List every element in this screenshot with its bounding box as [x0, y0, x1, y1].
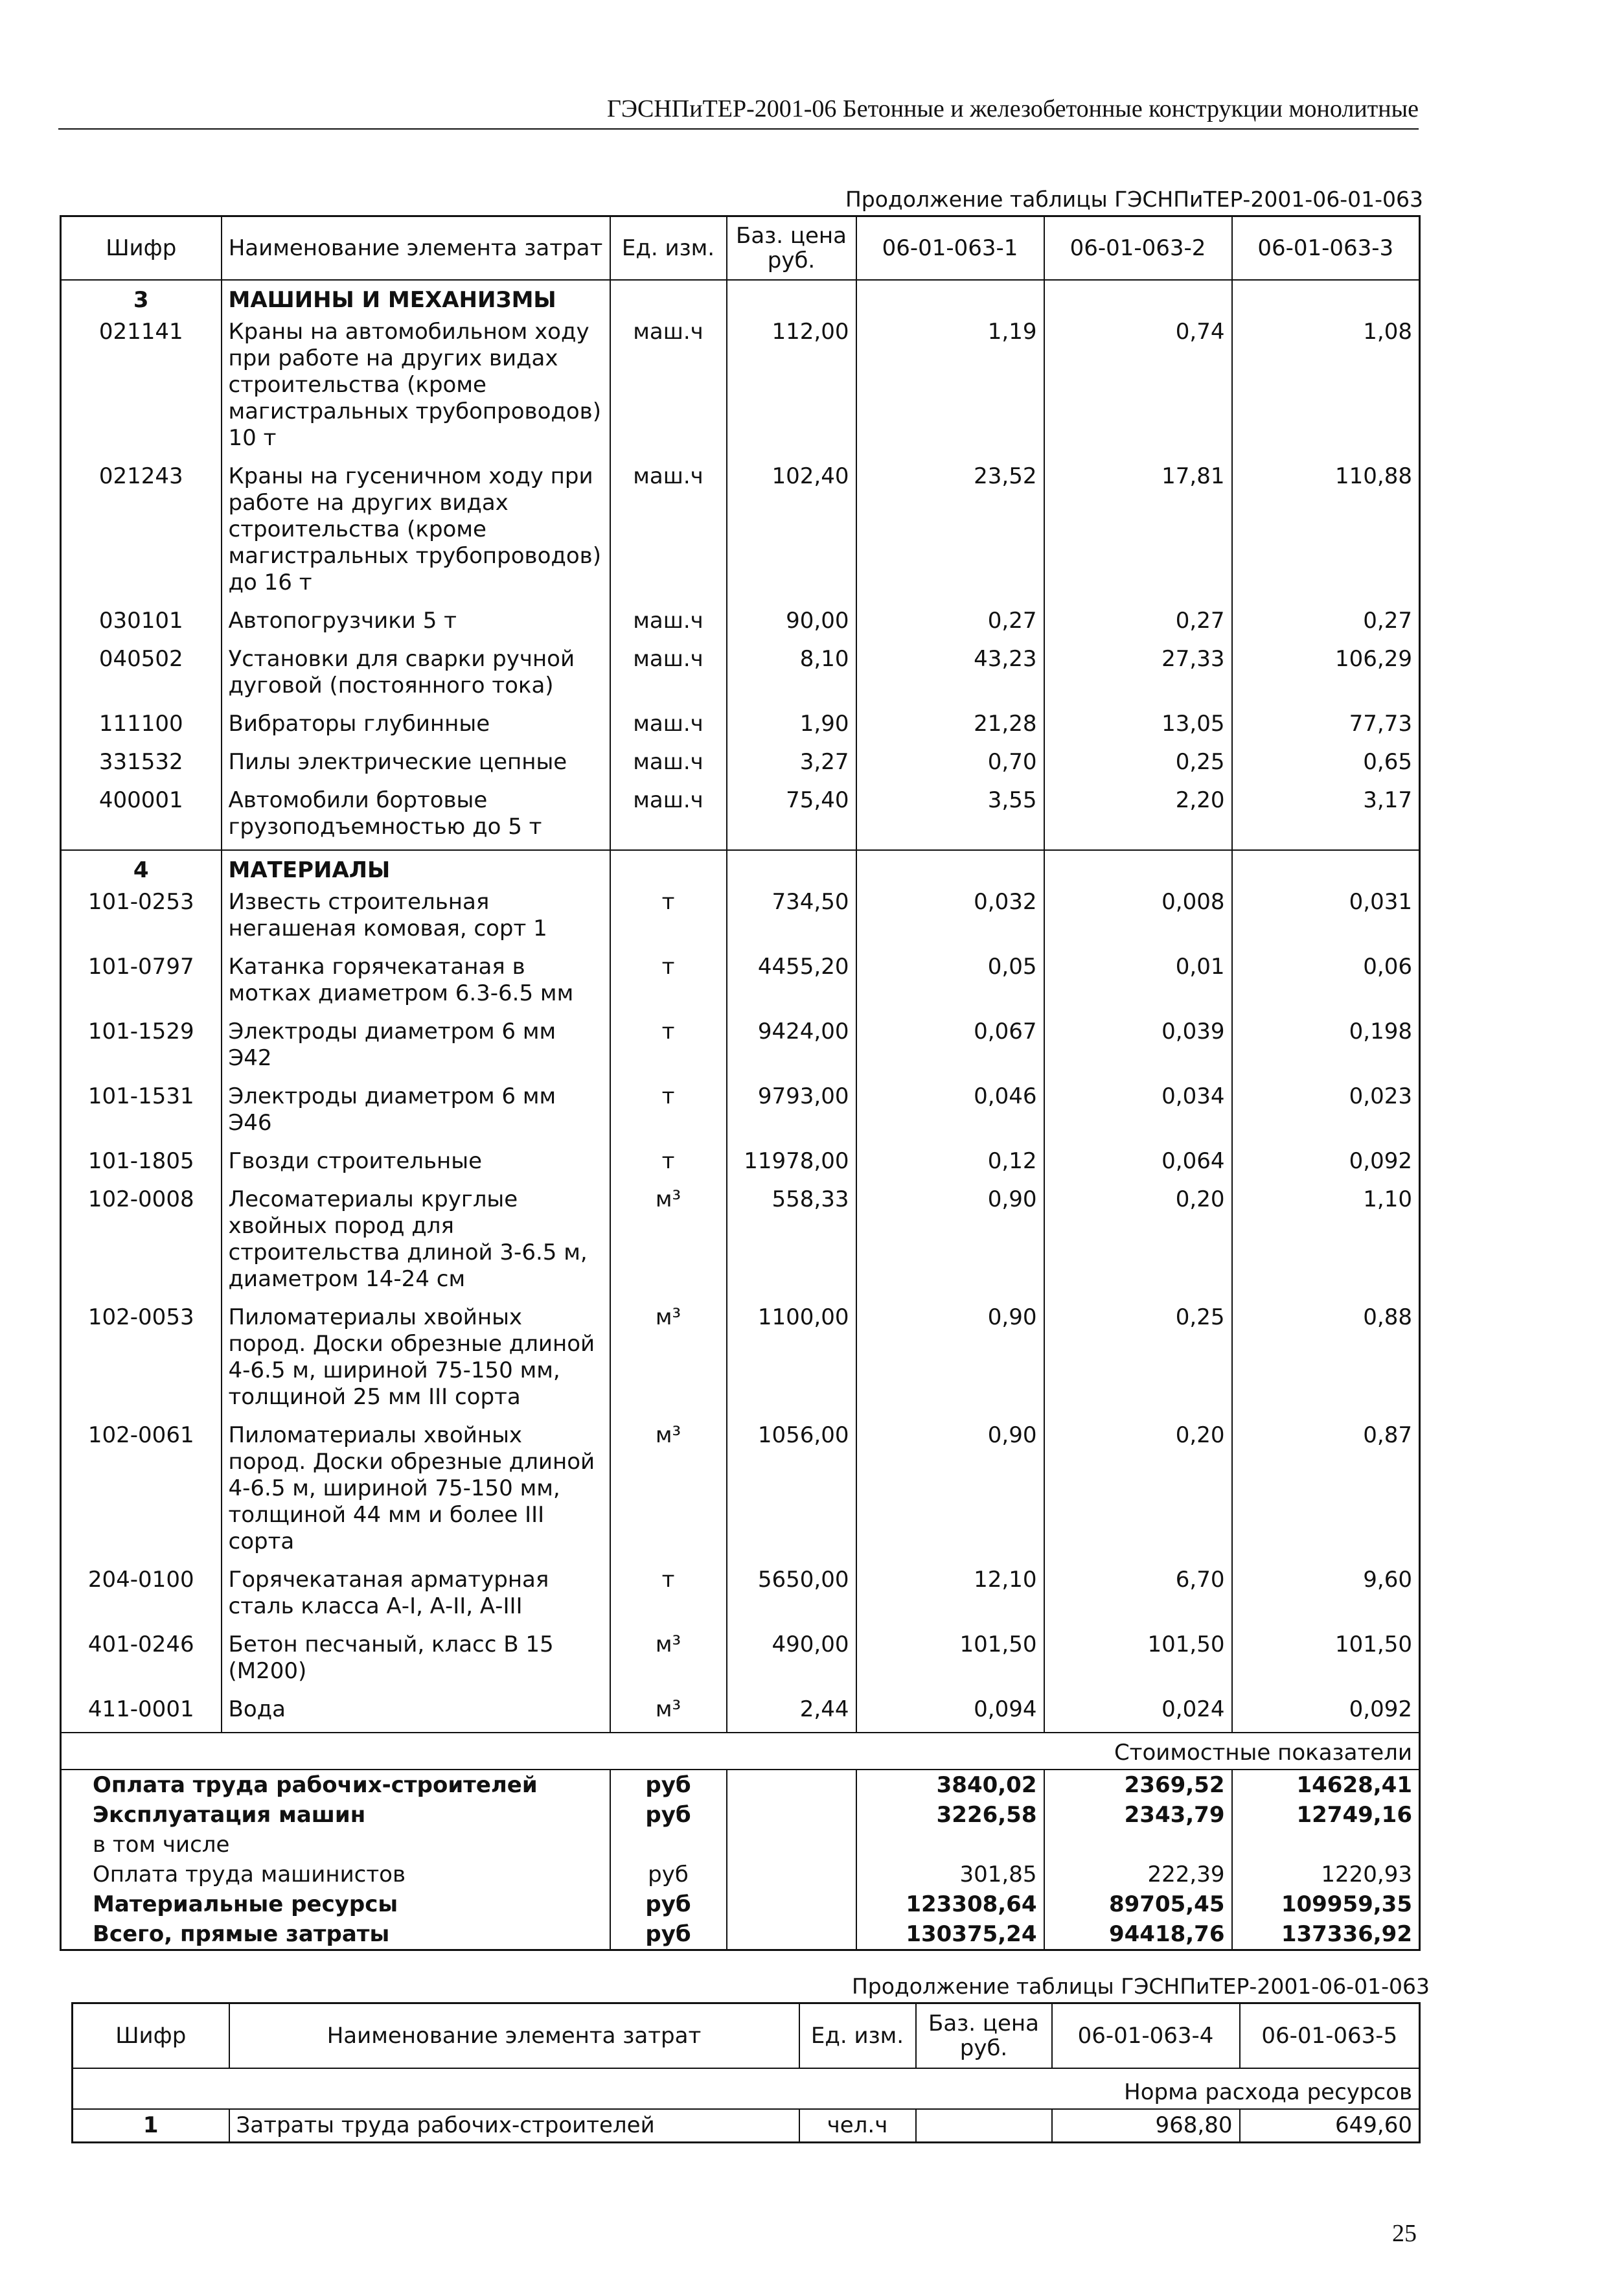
norm-value-3: 0,031: [1232, 886, 1420, 951]
resource-code: 030101: [61, 605, 222, 643]
norm-heading: Норма расхода ресурсов: [73, 2068, 1420, 2109]
summary-unit: руб: [610, 1770, 727, 1800]
section-number: 4: [61, 850, 222, 886]
table-row: [61, 708, 1420, 746]
section-title: МАТЕРИАЛЫ: [222, 850, 610, 886]
norm-value-2: 13,05: [1044, 708, 1232, 746]
summary-row: [61, 1860, 1420, 1889]
table-row: [61, 1564, 1420, 1629]
col-header-norm-2: 06-01-063-2: [1044, 216, 1232, 280]
summary-row: [61, 1800, 1420, 1830]
resource-code: 101-1531: [61, 1081, 222, 1146]
norm-value-1: 0,90: [856, 1302, 1044, 1420]
norm-value-3: 0,87: [1232, 1420, 1420, 1564]
resource-unit: т: [610, 1016, 727, 1081]
norm-value-2: 17,81: [1044, 461, 1232, 605]
norm-value-3: 77,73: [1232, 708, 1420, 746]
base-price: [916, 2109, 1052, 2143]
table-row: [61, 1016, 1420, 1081]
norm-value-1: 0,05: [856, 951, 1044, 1016]
col-header-name: Наименование элемента затрат: [222, 216, 610, 280]
resource-unit: м³: [610, 1629, 727, 1694]
norm-value-2: 101,50: [1044, 1629, 1232, 1694]
base-price: 5650,00: [727, 1564, 856, 1629]
base-price: 11978,00: [727, 1146, 856, 1184]
table-row: [61, 1146, 1420, 1184]
resource-name: Пиломатериалы хвойных пород. Доски обрезные длиной 4-6.5 м, шириной 75-150 мм, толщиной 25 мм III сорта: [222, 1302, 610, 1420]
summary-row: [61, 1830, 1420, 1860]
resource-unit: т: [610, 1081, 727, 1146]
resource-unit: т: [610, 1564, 727, 1629]
base-price: 4455,20: [727, 951, 856, 1016]
section-row-materials: [61, 850, 1420, 886]
base-price: 558,33: [727, 1184, 856, 1302]
norm-value-1: 0,90: [856, 1184, 1044, 1302]
resource-code: 400001: [61, 785, 222, 850]
norm-value-3: 0,06: [1232, 951, 1420, 1016]
section-number: 3: [61, 280, 222, 316]
norm-value-3: 106,29: [1232, 643, 1420, 708]
summary-value-3: 14628,41: [1232, 1770, 1420, 1800]
norm-value-2: 27,33: [1044, 643, 1232, 708]
norm-value-3: 0,092: [1232, 1694, 1420, 1733]
resource-unit: м³: [610, 1694, 727, 1733]
cost-heading: Стоимостные показатели: [61, 1733, 1420, 1770]
norm-value-1: 0,27: [856, 605, 1044, 643]
resource-code: 401-0246: [61, 1629, 222, 1694]
resource-code: 101-1805: [61, 1146, 222, 1184]
summary-row: [61, 1770, 1420, 1800]
base-price: 75,40: [727, 785, 856, 850]
resource-unit: т: [610, 951, 727, 1016]
resource-name: Гвозди строительные: [222, 1146, 610, 1184]
norm-value-1: 0,032: [856, 886, 1044, 951]
table-row: [61, 951, 1420, 1016]
resource-code: 111100: [61, 708, 222, 746]
summary-label: Материальные ресурсы: [61, 1889, 610, 1919]
norm-value-2: 0,27: [1044, 605, 1232, 643]
summary-label: Всего, прямые затраты: [61, 1919, 610, 1950]
resource-name: Бетон песчаный, класс В 15 (М200): [222, 1629, 610, 1694]
summary-row: [61, 1919, 1420, 1950]
summary-value-2: 89705,45: [1044, 1889, 1232, 1919]
col-header-norm-4: 06-01-063-4: [1052, 2003, 1240, 2068]
resource-unit: м³: [610, 1420, 727, 1564]
resource-unit: маш.ч: [610, 316, 727, 461]
resource-unit: т: [610, 886, 727, 951]
norm-value-1: 101,50: [856, 1629, 1044, 1694]
base-price: 734,50: [727, 886, 856, 951]
norm-heading-row: [73, 2068, 1420, 2109]
summary-label: Оплата труда рабочих-строителей: [61, 1770, 610, 1800]
summary-value-2: 2343,79: [1044, 1800, 1232, 1830]
resource-name: Пиломатериалы хвойных пород. Доски обрезные длиной 4-6.5 м, шириной 75-150 мм, толщиной 44 мм и более III сорта: [222, 1420, 610, 1564]
norm-value-2: 0,034: [1044, 1081, 1232, 1146]
table-row: [61, 1302, 1420, 1420]
summary-value-2: 94418,76: [1044, 1919, 1232, 1950]
summary-label: Эксплуатация машин: [61, 1800, 610, 1830]
norm-value-1: 0,70: [856, 746, 1044, 785]
resource-name: Лесоматериалы круглые хвойных пород для строительства длиной 3-6.5 м, диаметром 14-24 см: [222, 1184, 610, 1302]
summary-value-1: 123308,64: [856, 1889, 1044, 1919]
resource-name: Краны на автомобильном ходу при работе на других видах строительства (кроме магистральных трубопроводов) 10 т: [222, 316, 610, 461]
summary-value-3: 109959,35: [1232, 1889, 1420, 1919]
norm-value-2: 0,25: [1044, 746, 1232, 785]
base-price: 8,10: [727, 643, 856, 708]
norm-value-2: 0,008: [1044, 886, 1232, 951]
norm-value-2: 0,20: [1044, 1184, 1232, 1302]
table-row: [61, 1184, 1420, 1302]
col-header-norm-1: 06-01-063-1: [856, 216, 1044, 280]
norm-value-5: 649,60: [1240, 2109, 1420, 2143]
norm-value-1: 12,10: [856, 1564, 1044, 1629]
resource-table-2: [71, 2002, 1421, 2143]
resource-code: 101-0253: [61, 886, 222, 951]
norm-value-1: 23,52: [856, 461, 1044, 605]
resource-name: Автопогрузчики 5 т: [222, 605, 610, 643]
resource-unit: чел.ч: [799, 2109, 916, 2143]
resource-name: Автомобили бортовые грузоподъемностью до 5 т: [222, 785, 610, 850]
norm-value-2: 0,024: [1044, 1694, 1232, 1733]
table-row: [61, 461, 1420, 605]
header-rule: [58, 128, 1419, 130]
summary-value-3: [1232, 1830, 1420, 1860]
table-row: [61, 746, 1420, 785]
col-header-code: Шифр: [73, 2003, 229, 2068]
resource-code: 411-0001: [61, 1694, 222, 1733]
section-row-machines: [61, 280, 1420, 316]
resource-name: Вода: [222, 1694, 610, 1733]
base-price: 102,40: [727, 461, 856, 605]
table-row: [73, 2109, 1420, 2143]
table-row: [61, 886, 1420, 951]
summary-value-1: [856, 1830, 1044, 1860]
resource-unit: маш.ч: [610, 785, 727, 850]
resource-name: Краны на гусеничном ходу при работе на других видах строительства (кроме магистральных трубопроводов) до 16 т: [222, 461, 610, 605]
summary-unit: [610, 1830, 727, 1860]
resource-code: 101-0797: [61, 951, 222, 1016]
col-header-norm-5: 06-01-063-5: [1240, 2003, 1420, 2068]
norm-value-3: 0,65: [1232, 746, 1420, 785]
col-header-name: Наименование элемента затрат: [229, 2003, 799, 2068]
table-row: [61, 605, 1420, 643]
summary-label: в том числе: [61, 1830, 610, 1860]
norm-value-4: 968,80: [1052, 2109, 1240, 2143]
resource-unit: т: [610, 1146, 727, 1184]
resource-unit: маш.ч: [610, 708, 727, 746]
table2-caption: Продолжение таблицы ГЭСНПиТЕР-2001-06-01-063: [851, 1974, 1430, 1999]
base-price: 2,44: [727, 1694, 856, 1733]
resource-code: 040502: [61, 643, 222, 708]
page-number: 25: [1392, 2220, 1417, 2247]
norm-value-3: 3,17: [1232, 785, 1420, 850]
norm-value-2: 0,039: [1044, 1016, 1232, 1081]
summary-unit: руб: [610, 1889, 727, 1919]
summary-value-1: 3226,58: [856, 1800, 1044, 1830]
norm-value-1: 0,12: [856, 1146, 1044, 1184]
resource-name: Электроды диаметром 6 мм Э46: [222, 1081, 610, 1146]
resource-code: 021243: [61, 461, 222, 605]
resource-name: Электроды диаметром 6 мм Э42: [222, 1016, 610, 1081]
norm-value-2: 0,01: [1044, 951, 1232, 1016]
resource-code: 021141: [61, 316, 222, 461]
col-header-norm-3: 06-01-063-3: [1232, 216, 1420, 280]
resource-name: Катанка горячекатаная в мотках диаметром 6.3-6.5 мм: [222, 951, 610, 1016]
base-price: 3,27: [727, 746, 856, 785]
norm-value-2: 0,74: [1044, 316, 1232, 461]
base-price: 1,90: [727, 708, 856, 746]
resource-name: Затраты труда рабочих-строителей: [229, 2109, 799, 2143]
col-header-code: Шифр: [61, 216, 222, 280]
resource-unit: м³: [610, 1302, 727, 1420]
base-price: 9793,00: [727, 1081, 856, 1146]
summary-unit: руб: [610, 1919, 727, 1950]
norm-value-2: 0,20: [1044, 1420, 1232, 1564]
norm-value-1: 0,067: [856, 1016, 1044, 1081]
resource-name: Горячекатаная арматурная сталь класса А-I, А-II, А-III: [222, 1564, 610, 1629]
table1-caption: Продолжение таблицы ГЭСНПиТЕР-2001-06-01-063: [845, 187, 1423, 212]
table-row: [61, 316, 1420, 461]
table-row: [61, 643, 1420, 708]
page-header: [58, 91, 1419, 130]
resource-unit: маш.ч: [610, 746, 727, 785]
norm-value-3: 110,88: [1232, 461, 1420, 605]
summary-unit: руб: [610, 1800, 727, 1830]
summary-value-1: 130375,24: [856, 1919, 1044, 1950]
summary-label: Оплата труда машинистов: [61, 1860, 610, 1889]
norm-value-1: 0,046: [856, 1081, 1044, 1146]
resource-unit: маш.ч: [610, 461, 727, 605]
base-price: 90,00: [727, 605, 856, 643]
summary-value-3: 1220,93: [1232, 1860, 1420, 1889]
norm-value-2: 2,20: [1044, 785, 1232, 850]
norm-value-1: 21,28: [856, 708, 1044, 746]
resource-code: 1: [73, 2109, 229, 2143]
norm-value-3: 1,10: [1232, 1184, 1420, 1302]
summary-value-2: [1044, 1830, 1232, 1860]
resource-code: 331532: [61, 746, 222, 785]
col-header-price: Баз. цена руб.: [727, 216, 856, 280]
norm-value-3: 0,023: [1232, 1081, 1420, 1146]
norm-value-3: 1,08: [1232, 316, 1420, 461]
page-header-title: ГЭСНПиТЕР-2001-06 Бетонные и железобетонные конструкции монолитные: [606, 95, 1419, 122]
summary-value-3: 137336,92: [1232, 1919, 1420, 1950]
norm-value-1: 43,23: [856, 643, 1044, 708]
resource-unit: м³: [610, 1184, 727, 1302]
col-header-unit: Ед. изм.: [799, 2003, 916, 2068]
resource-code: 204-0100: [61, 1564, 222, 1629]
base-price: 1100,00: [727, 1302, 856, 1420]
norm-value-2: 0,064: [1044, 1146, 1232, 1184]
summary-unit: руб: [610, 1860, 727, 1889]
norm-value-1: 0,90: [856, 1420, 1044, 1564]
resource-unit: маш.ч: [610, 643, 727, 708]
resource-code: 102-0008: [61, 1184, 222, 1302]
norm-value-1: 3,55: [856, 785, 1044, 850]
col-header-unit: Ед. изм.: [610, 216, 727, 280]
resource-unit: маш.ч: [610, 605, 727, 643]
base-price: 9424,00: [727, 1016, 856, 1081]
resource-code: 101-1529: [61, 1016, 222, 1081]
summary-value-2: 222,39: [1044, 1860, 1232, 1889]
resource-name: Известь строительная негашеная комовая, сорт 1: [222, 886, 610, 951]
norm-value-3: 0,27: [1232, 605, 1420, 643]
base-price: 112,00: [727, 316, 856, 461]
summary-value-2: 2369,52: [1044, 1770, 1232, 1800]
norm-value-1: 1,19: [856, 316, 1044, 461]
norm-value-1: 0,094: [856, 1694, 1044, 1733]
section-title: МАШИНЫ И МЕХАНИЗМЫ: [222, 280, 610, 316]
cost-heading-row: [61, 1733, 1420, 1770]
resource-code: 102-0053: [61, 1302, 222, 1420]
summary-value-3: 12749,16: [1232, 1800, 1420, 1830]
summary-row: [61, 1889, 1420, 1919]
table-row: [61, 785, 1420, 850]
resource-code: 102-0061: [61, 1420, 222, 1564]
resource-name: Установки для сварки ручной дуговой (постоянного тока): [222, 643, 610, 708]
table-row: [61, 1081, 1420, 1146]
table-row: [61, 1694, 1420, 1733]
norm-value-3: 101,50: [1232, 1629, 1420, 1694]
table-row: [61, 1629, 1420, 1694]
norm-value-3: 0,88: [1232, 1302, 1420, 1420]
norm-value-3: 9,60: [1232, 1564, 1420, 1629]
resource-name: Вибраторы глубинные: [222, 708, 610, 746]
base-price: 1056,00: [727, 1420, 856, 1564]
summary-value-1: 301,85: [856, 1860, 1044, 1889]
table-row: [61, 1420, 1420, 1564]
norm-value-2: 0,25: [1044, 1302, 1232, 1420]
resource-name: Пилы электрические цепные: [222, 746, 610, 785]
summary-value-1: 3840,02: [856, 1770, 1044, 1800]
norm-value-2: 6,70: [1044, 1564, 1232, 1629]
norm-value-3: 0,092: [1232, 1146, 1420, 1184]
norm-value-3: 0,198: [1232, 1016, 1420, 1081]
col-header-price: Баз. цена руб.: [916, 2003, 1052, 2068]
resource-table-1: [60, 215, 1421, 1951]
base-price: 490,00: [727, 1629, 856, 1694]
